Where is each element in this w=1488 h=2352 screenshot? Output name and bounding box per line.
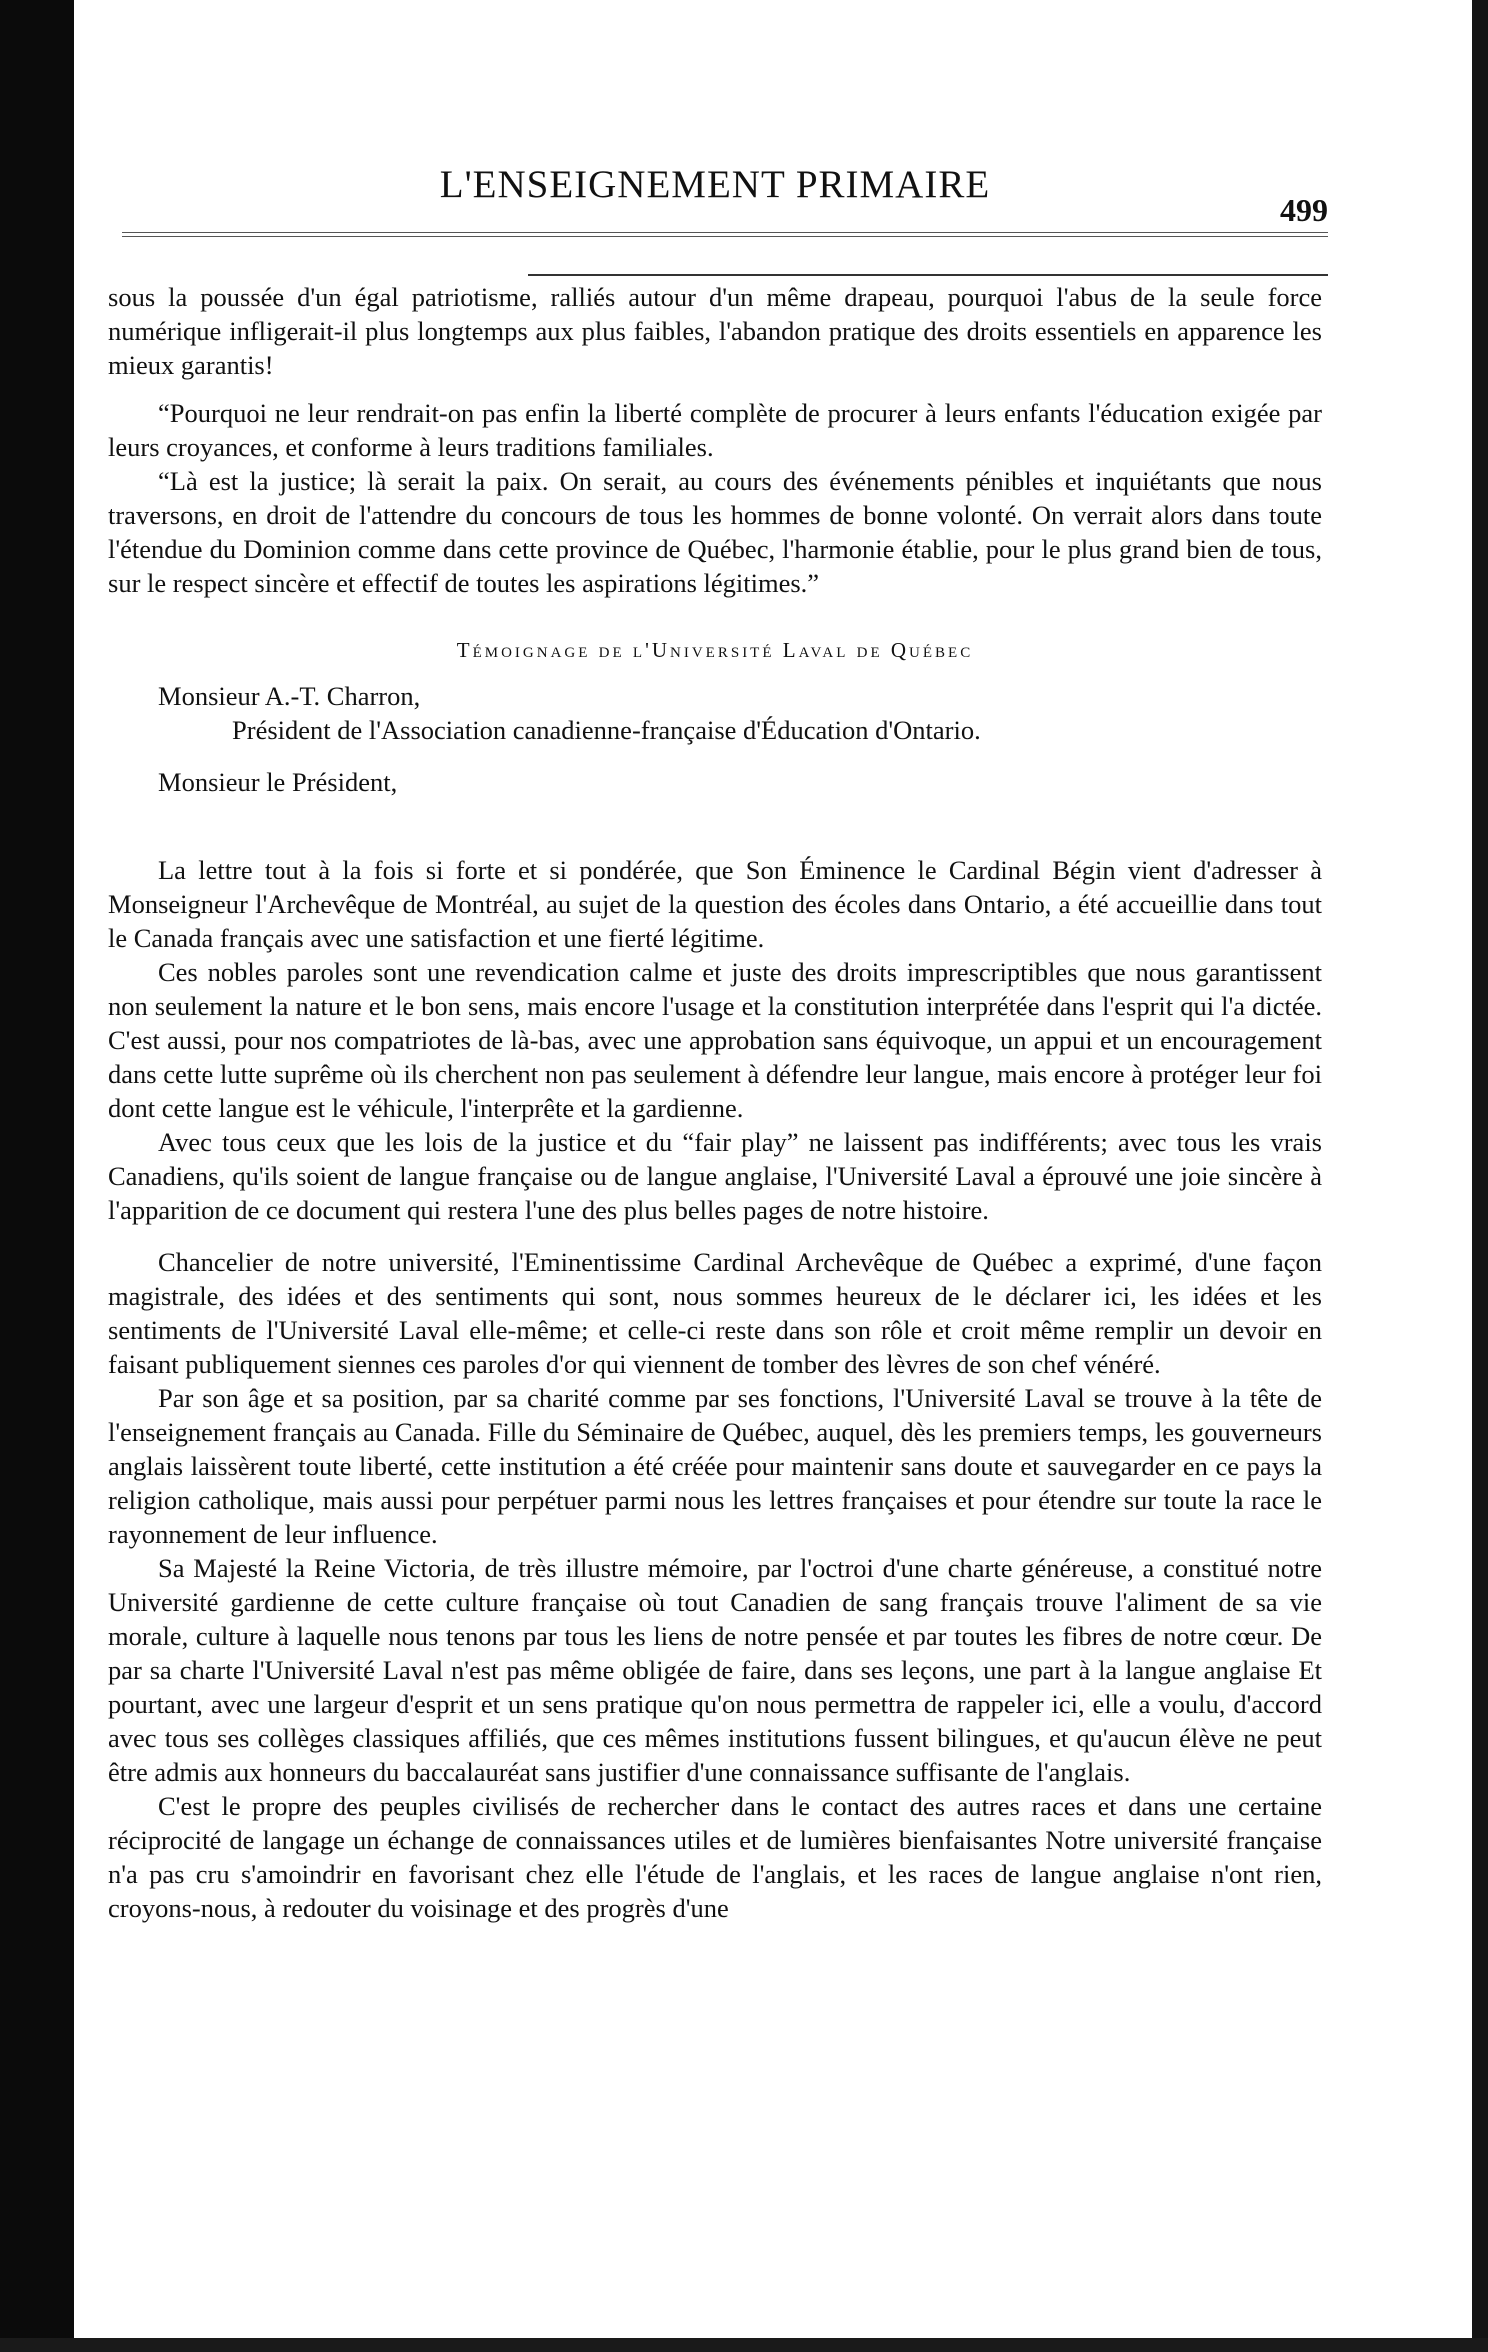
salutation: Monsieur le Président, [158, 767, 398, 797]
paragraph: “Pourquoi ne leur rendrait-on pas enfin la liberté complète de procurer à leurs enfants l'éducation exigée par leurs croyances, et conforme à leurs traditions familiales. [108, 398, 1322, 462]
header-rule [528, 274, 1328, 276]
book-page [108, 150, 1328, 2190]
addressee-title: Président de l'Association canadienne-française d'Éducation d'Ontario. [232, 715, 981, 745]
scan-bottom-border [0, 2338, 1488, 2352]
section-heading: Témoignage de l'Université Laval de Québec [456, 638, 974, 662]
paragraph: Avec tous ceux que les lois de la justice et du “fair play” ne laissent pas indifférents; avec tous les vrais Canadiens, qu'ils soient de langue française ou de langue anglaise, l'Université Laval a éprouvé une joie sincère à l'apparition de ce document qui restera l'une des plus belles pages de notre histoire. [108, 1127, 1322, 1225]
running-head [108, 150, 1328, 228]
paragraph: La lettre tout à la fois si forte et si pondérée, que Son Éminence le Cardinal Bégin vient d'adresser à Monseigneur l'Archevêque de Montréal, au sujet de la question des écoles dans Ontario, a été accueillie dans tout le Canada français avec une satisfaction et une fierté légitime. [108, 855, 1322, 953]
scan-left-border [0, 0, 74, 2352]
running-title: L'ENSEIGNEMENT PRIMAIRE [439, 163, 991, 206]
addressee-name: Monsieur A.-T. Charron, [158, 681, 421, 711]
scan-right-border [1472, 0, 1488, 2352]
paragraph: Chancelier de notre université, l'Eminentissime Cardinal Archevêque de Québec a exprimé, d'une façon magistrale, des idées et des sentiments qui sont, nous sommes heureux de le déclarer ici, les idées et les sentiments de l'Université Laval elle-même; et celle-ci reste dans son rôle et croit même remplir un devoir en faisant publiquement siennes ces paroles d'or qui viennent de tomber des lèvres de son chef vénéré. [108, 1247, 1322, 1379]
page-body [108, 280, 1322, 1925]
paragraph: Ces nobles paroles sont une revendication calme et juste des droits imprescriptibles que nous garantissent non seulement la nature et le bon sens, mais encore l'usage et la constitution interprétée dans l'esprit qui l'a dictée. C'est aussi, pour nos compatriotes de là-bas, avec une approbation sans équivoque, un appui et un encouragement dans cette lutte suprême où ils cherchent non pas seulement à défendre leur langue, mais encore à protéger leur foi dont cette langue est le véhicule, l'interprête et la gardienne. [108, 957, 1322, 1123]
paragraph: Sa Majesté la Reine Victoria, de très illustre mémoire, par l'octroi d'une charte généreuse, a constitué notre Université gardienne de cette culture française où tout Canadien de sang français trouve l'aliment de sa vie morale, culture à laquelle nous tenons par tous les liens de notre pensée et par toutes les fibres de notre cœur. De par sa charte l'Université Laval n'est pas même obligée de faire, dans ses leçons, une part à la langue anglaise Et pourtant, avec une largeur d'esprit et un sens pratique qu'on nous permettra de rappeler ici, elle a voulu, d'accord avec tous ses collèges classiques affiliés, que ces mêmes institutions fussent bilingues, et qu'aucun élève ne peut être admis aux honneurs du baccalauréat sans justifier d'une connaissance suffisante de l'anglais. [108, 1553, 1322, 1787]
paragraph-continued: sous la poussée d'un égal patriotisme, ralliés autour d'un même drapeau, pourquoi l'abus de la seule force numérique infligerait-il plus longtemps aux plus faibles, l'abandon pratique des droits essentiels en apparence les mieux garantis! [108, 282, 1322, 380]
paragraph: Par son âge et sa position, par sa charité comme par ses fonctions, l'Université Laval se trouve à la tête de l'enseignement français au Canada. Fille du Séminaire de Québec, auquel, dès les premiers temps, les gouverneurs anglais laissèrent toute liberté, cette institution a été créée pour maintenir sans doute et sauvegarder en ce pays la religion catholique, mais aussi pour perpétuer parmi nous les lettres françaises et pour étendre sur toute la race le rayonnement de leur influence. [108, 1383, 1322, 1549]
paragraph: “Là est la justice; là serait la paix. On serait, au cours des événements pénibles et inquiétants que nous traversons, en droit de l'attendre du concours de tous les hommes de bonne volonté. On verrait alors dans toute l'étendue du Dominion comme dans cette province de Québec, l'harmonie établie, pour le plus grand bien de tous, sur le respect sincère et effectif de toutes les aspirations légitimes.” [108, 466, 1322, 598]
page-number: 499 [1280, 192, 1328, 228]
paragraph: C'est le propre des peuples civilisés de rechercher dans le contact des autres races et dans une certaine réciprocité de langage un échange de connaissances utiles et de lumières bienfaisantes Notre université française n'a pas cru s'amoindrir en favorisant chez elle l'étude de l'anglais, et les races de langue anglaise n'ont rien, croyons-nous, à redouter du voisinage et des progrès d'une [108, 1791, 1322, 1923]
header-double-rule [122, 232, 1328, 237]
